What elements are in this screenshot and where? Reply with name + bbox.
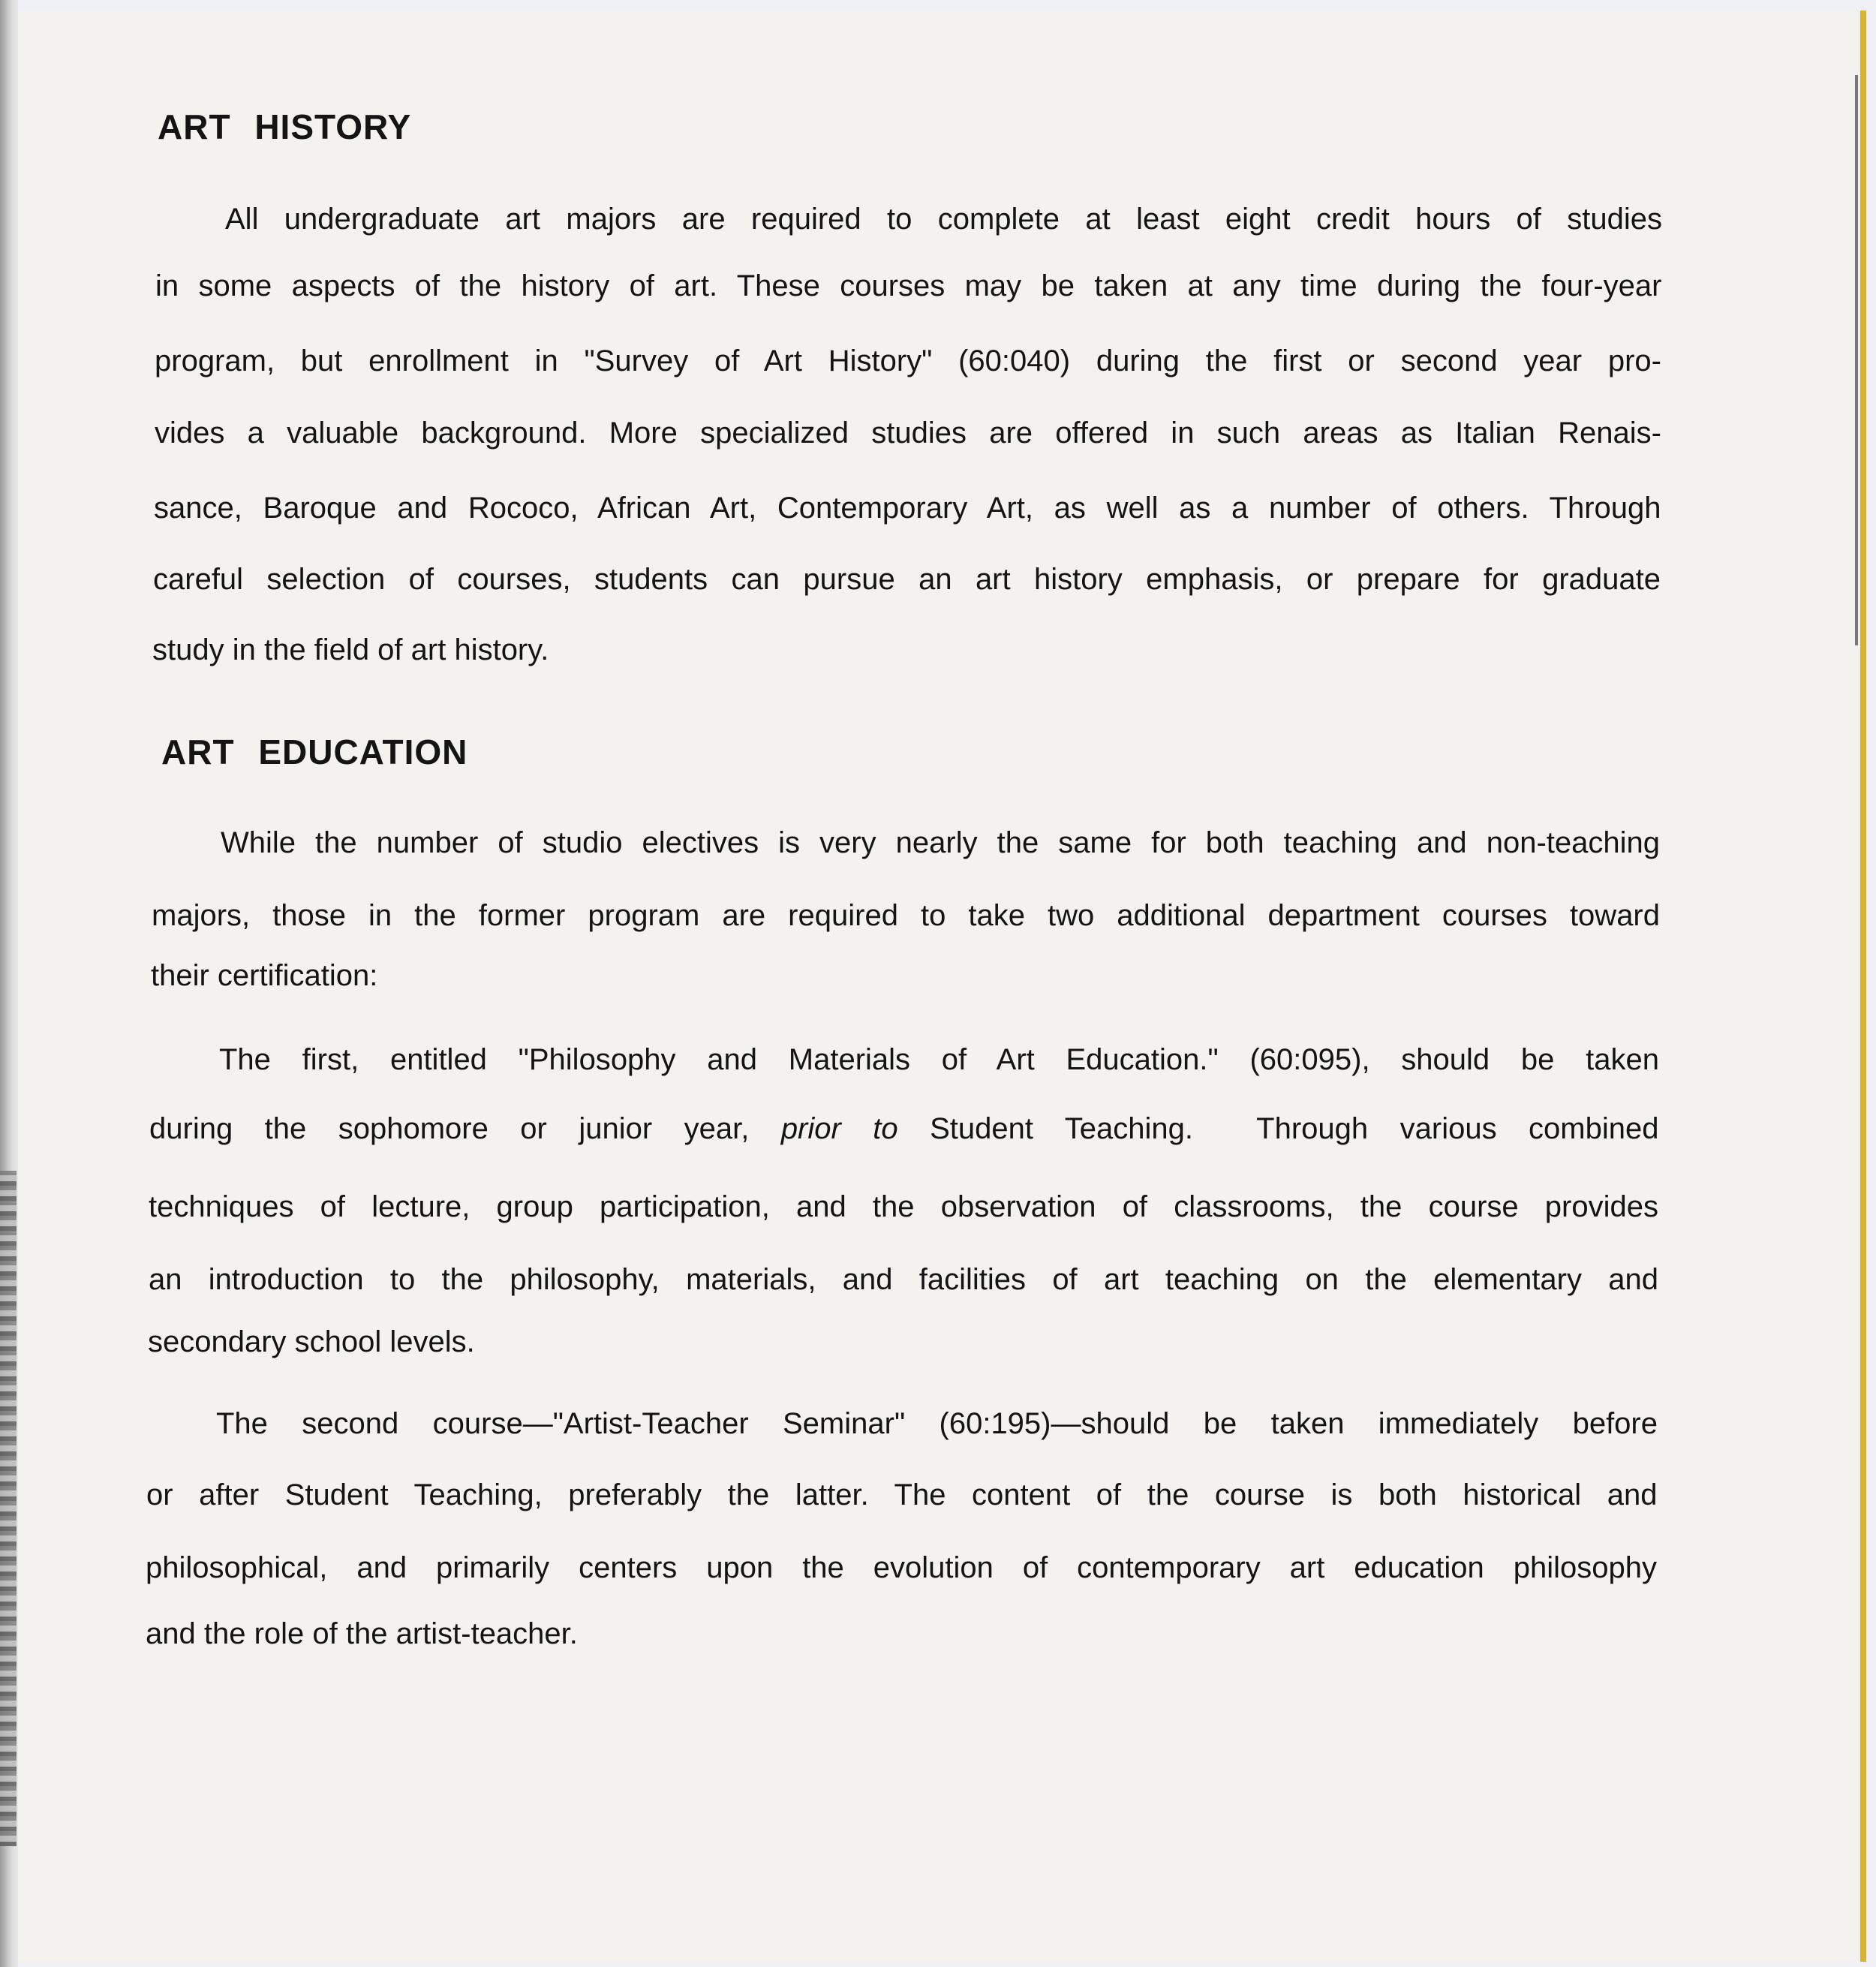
text-line: The first, entitled "Philosophy and Materials of Art Education." (60:095), should be taken [219, 1043, 1659, 1076]
text-line: The second course—"Artist-Teacher Seminar" (60:195)—should be taken immediately before [216, 1407, 1658, 1440]
text-segment: during the sophomore or junior year, [149, 1112, 781, 1145]
text-line: in some aspects of the history of art. These courses may be taken at any time during the four-year [155, 269, 1662, 302]
text-line: vides a valuable background. More specialized studies are offered in such areas as Italian Renais- [155, 417, 1661, 450]
adjacent-page-edge [0, 1171, 17, 1846]
text-line: philosophical, and primarily centers upon the evolution of contemporary art education philosophy [146, 1551, 1657, 1584]
section-heading: ART EDUCATION [161, 732, 468, 771]
text-line [149, 1110, 1659, 1147]
text-line: their certification: [151, 959, 378, 992]
cover-edge [1860, 11, 1866, 1962]
text-segment: Student Teaching. Through various combined [897, 1112, 1659, 1145]
text-line: an introduction to the philosophy, materials, and facilities of art teaching on the elementary and [149, 1263, 1658, 1296]
text-line: techniques of lecture, group participation, and the observation of classrooms, the course provides [149, 1190, 1658, 1223]
text-line: secondary school levels. [148, 1325, 475, 1358]
text-line: study in the field of art history. [152, 633, 549, 666]
text-line: and the role of the artist-teacher. [146, 1617, 578, 1650]
text-line: While the number of studio electives is very nearly the same for both teaching and non-teaching [221, 826, 1660, 859]
section-heading: ART HISTORY [158, 107, 412, 146]
page-edge-shadow [1855, 75, 1858, 645]
text-line: or after Student Teaching, preferably the latter. The content of the course is both historical and [146, 1478, 1658, 1511]
italic-text: prior to [780, 1112, 898, 1145]
text-line: sance, Baroque and Rococo, African Art, Contemporary Art, as well as a number of others. Through [154, 492, 1661, 525]
text-line: careful selection of courses, students can pursue an art history emphasis, or prepare for graduate [153, 563, 1661, 596]
text-line: program, but enrollment in "Survey of Art History" (60:040) during the first or second year pro- [155, 344, 1661, 377]
text-line: majors, those in the former program are required to take two additional department courses toward [152, 899, 1660, 932]
text-line: All undergraduate art majors are required to complete at least eight credit hours of studies [225, 203, 1662, 236]
